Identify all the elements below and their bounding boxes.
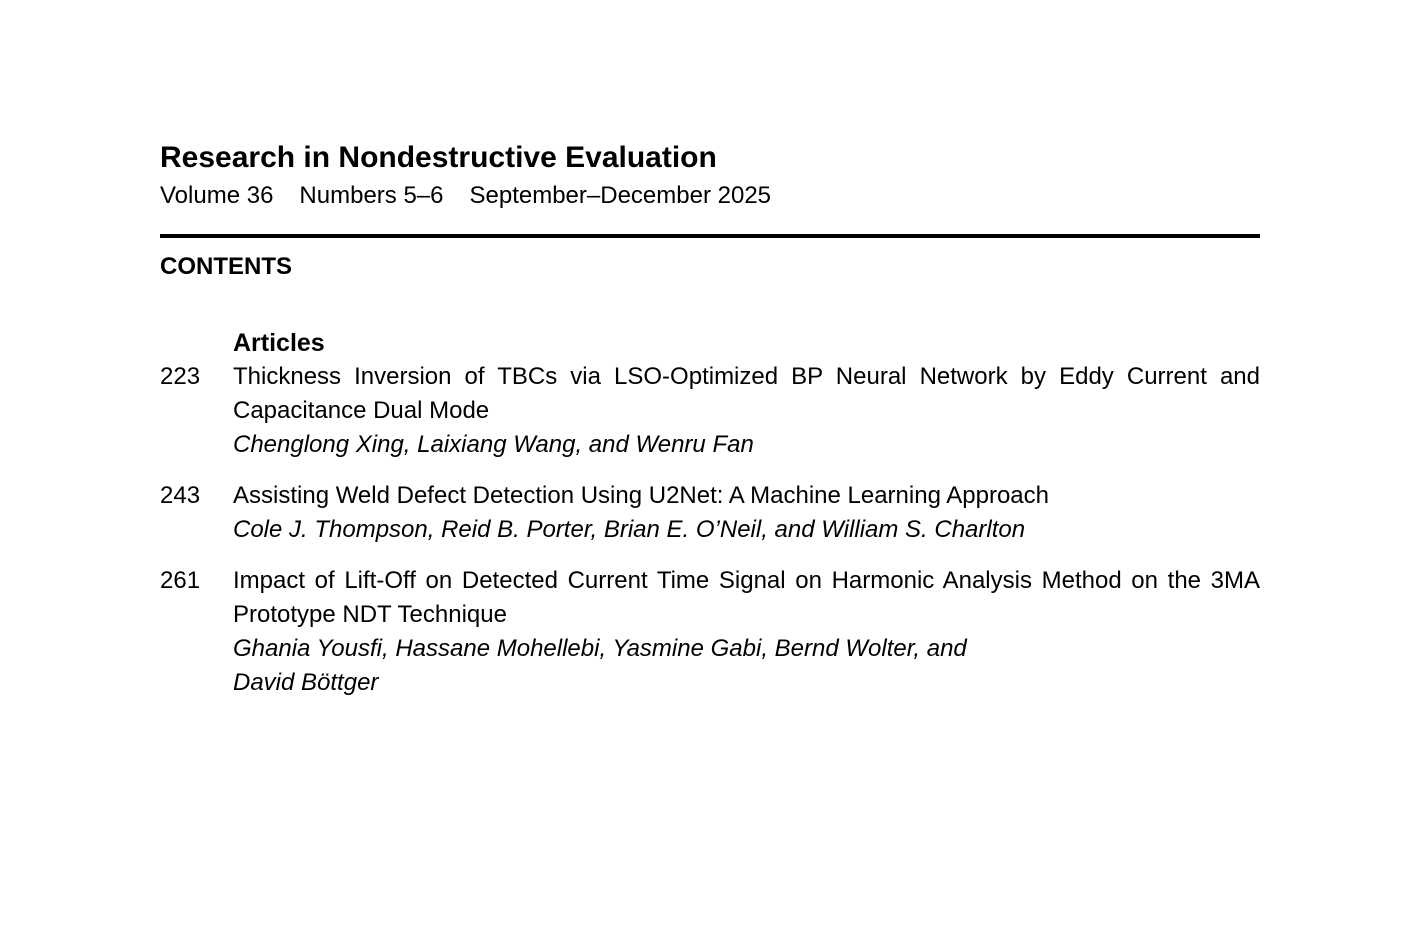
article-page-number: 261 (160, 567, 201, 594)
article-page-number: 223 (160, 363, 201, 390)
article-body (233, 360, 1260, 462)
contents-heading: CONTENTS (160, 253, 292, 280)
article-authors: Ghania Yousfi, Hassane Mohellebi, Yasmine Gabi, Bernd Wolter, and David Böttger (233, 635, 967, 696)
issue-info (160, 178, 797, 214)
section-heading-articles: Articles (233, 329, 325, 357)
article-authors: Cole J. Thompson, Reid B. Porter, Brian E. O’Neil, and William S. Charlton (233, 516, 1026, 543)
article-title[interactable]: Thickness Inversion of TBCs via LSO-Optimized BP Neural Network by Eddy Current and Capacitance Dual Mode (233, 363, 1260, 424)
article-title[interactable]: Impact of Lift-Off on Detected Current Time Signal on Harmonic Analysis Method on the 3MA Prototype NDT Technique (233, 567, 1260, 628)
volume-label: Volume 36 (160, 182, 274, 209)
article-body (233, 479, 1260, 547)
journal-title: Research in Nondestructive Evaluation (160, 141, 717, 174)
numbers-label: Numbers 5–6 (299, 182, 444, 209)
header-divider (160, 234, 1260, 238)
article-body (233, 564, 1260, 700)
article-title[interactable]: Assisting Weld Defect Detection Using U2Net: A Machine Learning Approach (233, 482, 1049, 509)
article-page-number: 243 (160, 482, 201, 509)
issue-date: September–December 2025 (469, 182, 772, 209)
article-authors: Chenglong Xing, Laixiang Wang, and Wenru Fan (233, 431, 754, 458)
